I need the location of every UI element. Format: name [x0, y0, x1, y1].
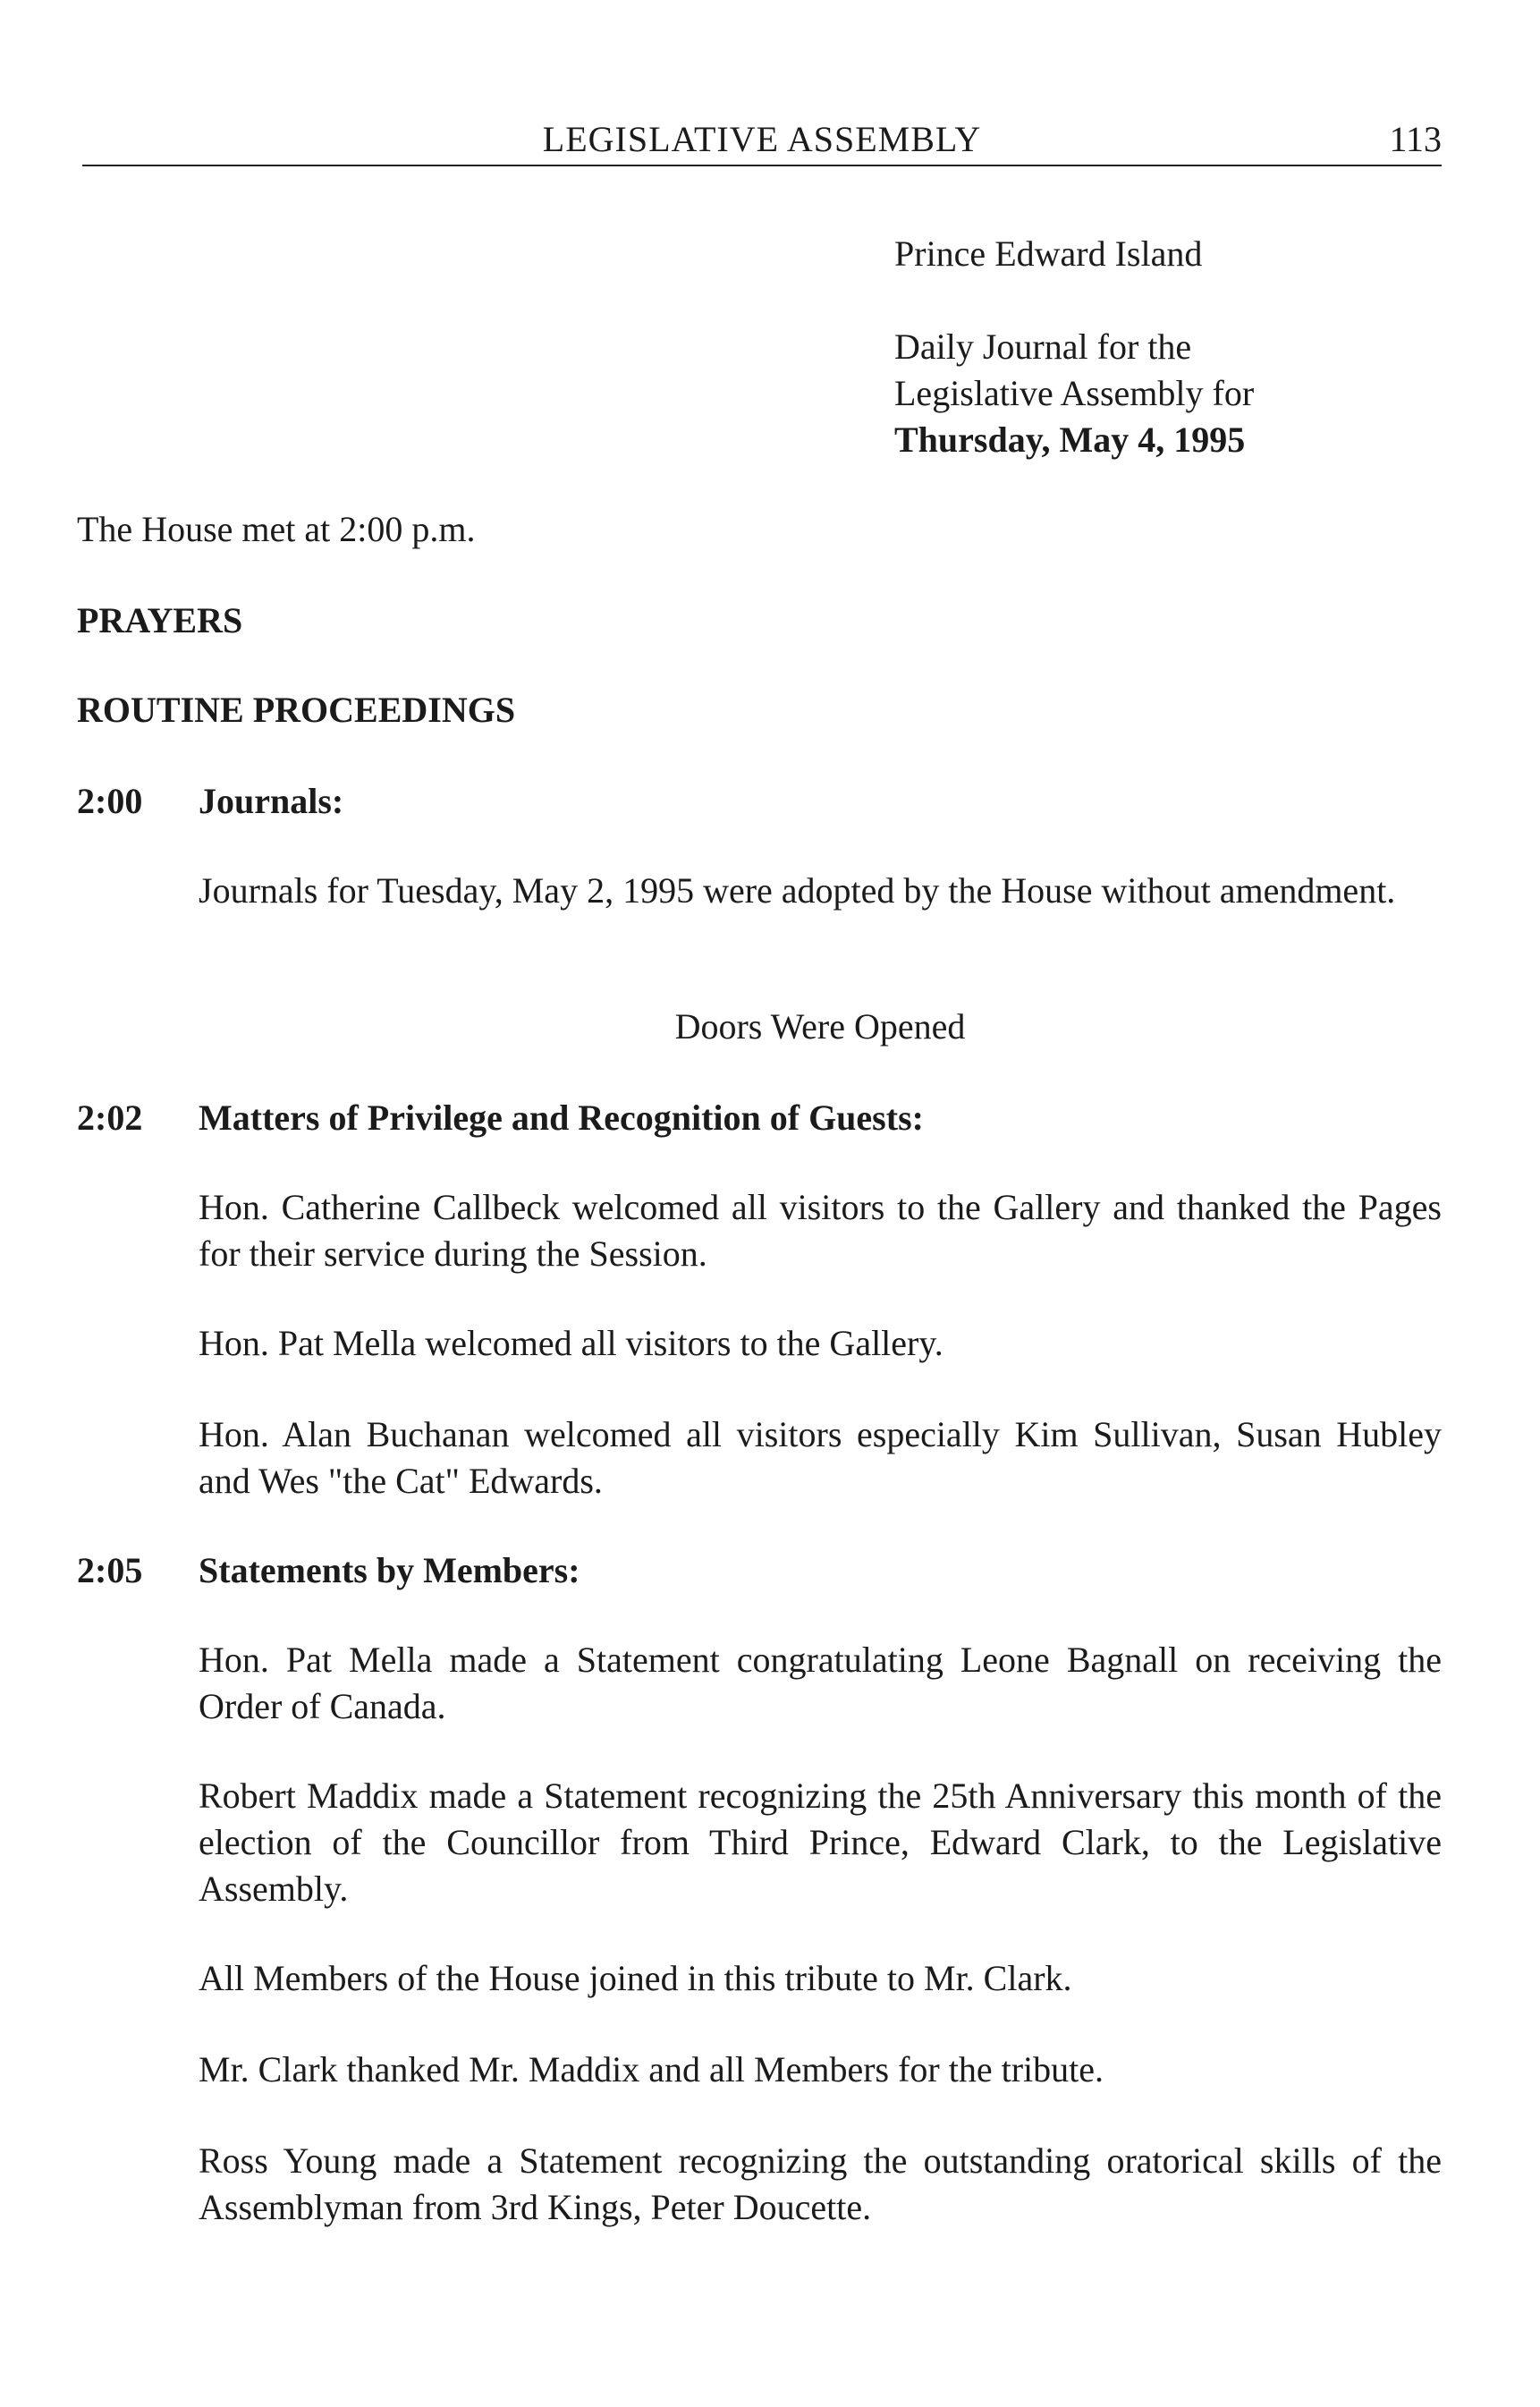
- prayers-heading: PRAYERS: [77, 600, 243, 640]
- section-time: 2:00: [77, 781, 143, 821]
- masthead: [894, 231, 1449, 463]
- section-time: 2:02: [77, 1098, 143, 1138]
- section-paragraph: All Members of the House joined in this tribute to Mr. Clark.: [199, 1958, 1072, 1998]
- house-met-line: The House met at 2:00 p.m.: [77, 509, 476, 549]
- journal-line-2: Legislative Assembly for: [894, 373, 1255, 413]
- page-number: 113: [1389, 119, 1442, 159]
- province-name: Prince Edward Island: [894, 233, 1203, 274]
- section-title: Statements by Members:: [199, 1550, 580, 1590]
- section-title: Journals:: [199, 781, 344, 821]
- section-title: Matters of Privilege and Recognition of Guests:: [199, 1098, 924, 1138]
- journal-line-1: Daily Journal for the: [894, 326, 1192, 367]
- running-header: [82, 118, 1442, 166]
- journal-date: Thursday, May 4, 1995: [894, 420, 1246, 460]
- section-paragraph: Hon. Alan Buchanan welcomed all visitors especially Kim Sullivan, Susan Hubley and Wes "the Cat" Edwards.: [199, 1414, 1442, 1501]
- doors-opened-note: Doors Were Opened: [674, 1006, 966, 1047]
- section-paragraph: Hon. Pat Mella welcomed all visitors to the Gallery.: [199, 1323, 943, 1363]
- section-paragraph: Robert Maddix made a Statement recognizing the 25th Anniversary this month of the election of the Councillor from Third Prince, Edward Clark, to the Legislative Assembly.: [199, 1776, 1442, 1909]
- section-paragraph: Hon. Pat Mella made a Statement congratulating Leone Bagnall on receiving the Order of Canada.: [199, 1640, 1442, 1726]
- routine-proceedings-heading: ROUTINE PROCEEDINGS: [77, 690, 516, 730]
- section-paragraph: Journals for Tuesday, May 2, 1995 were adopted by the House without amendment.: [199, 870, 1396, 911]
- section-paragraph: Ross Young made a Statement recognizing the outstanding oratorical skills of the Assemblyman from 3rd Kings, Peter Doucette.: [199, 2140, 1442, 2227]
- section-time: 2:05: [77, 1550, 143, 1590]
- header-title: LEGISLATIVE ASSEMBLY: [542, 119, 982, 159]
- section-paragraph: Mr. Clark thanked Mr. Maddix and all Members for the tribute.: [199, 2049, 1104, 2089]
- section-paragraph: Hon. Catherine Callbeck welcomed all visitors to the Gallery and thanked the Pages for their service during the Session.: [199, 1187, 1442, 1274]
